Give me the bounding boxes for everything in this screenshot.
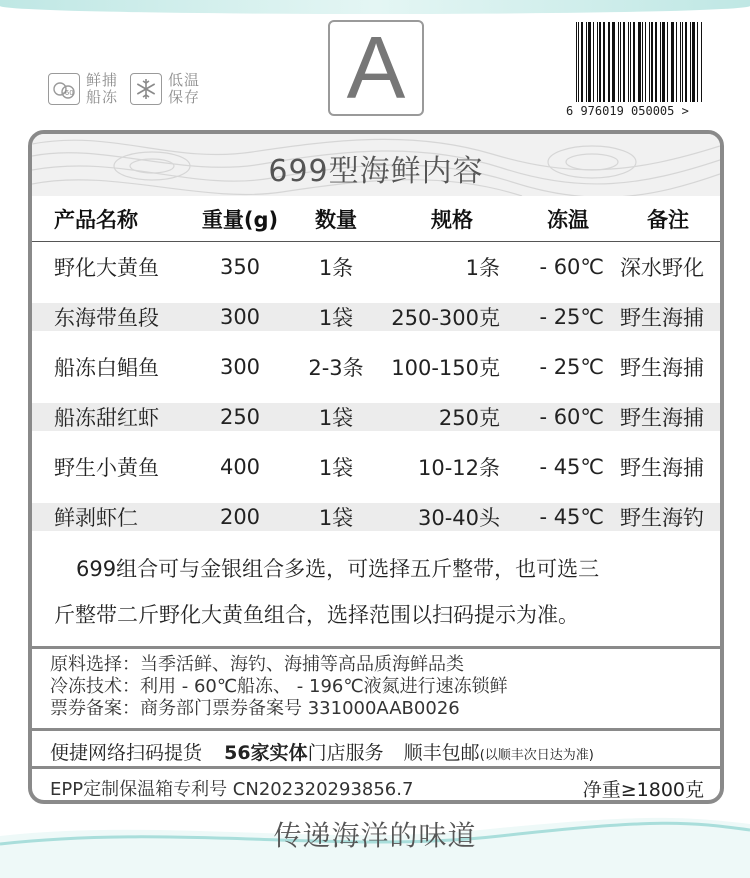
barcode-bar bbox=[655, 22, 657, 102]
barcode-bar bbox=[581, 22, 583, 102]
grade-letter: A bbox=[346, 18, 406, 117]
badge-line: 低温 bbox=[168, 71, 201, 89]
badge-icon-text: -60 bbox=[62, 89, 74, 97]
product-spec: 250-300克 bbox=[391, 306, 500, 330]
badge-line: 鲜捕 bbox=[86, 71, 119, 89]
barcode-bar bbox=[642, 22, 643, 102]
barcode-bar bbox=[630, 22, 631, 102]
product-note: 野生海捕 bbox=[620, 306, 704, 330]
barcode-bar bbox=[599, 22, 601, 102]
product-temp: - 25℃ bbox=[539, 355, 604, 379]
barcode-bar bbox=[588, 22, 591, 102]
product-weight: 250 bbox=[219, 405, 261, 429]
product-spec: 30-40头 bbox=[417, 506, 500, 530]
product-name: 鲜剥虾仁 bbox=[54, 506, 138, 530]
barcode-bar bbox=[612, 22, 615, 102]
badge-fresh-catch bbox=[48, 72, 118, 106]
table-row bbox=[32, 303, 720, 331]
barcode-bar bbox=[671, 22, 672, 102]
barcode-bar bbox=[618, 22, 619, 102]
product-temp: - 45℃ bbox=[539, 505, 604, 529]
product-qty: 1袋 bbox=[318, 506, 354, 530]
barcode-bar bbox=[662, 22, 665, 102]
product-name: 野化大黄鱼 bbox=[54, 256, 159, 280]
table-row bbox=[32, 442, 720, 492]
table-row bbox=[32, 503, 720, 531]
badge-low-temp bbox=[130, 72, 200, 106]
barcode-bar bbox=[628, 22, 629, 102]
product-spec: 100-150克 bbox=[391, 356, 500, 380]
product-qty: 1袋 bbox=[318, 306, 354, 330]
product-card bbox=[28, 130, 724, 804]
card-title: 699型海鲜内容 bbox=[268, 154, 484, 189]
table-row bbox=[32, 242, 720, 292]
shipping-free: 顺丰包邮 bbox=[403, 742, 480, 764]
section-divider bbox=[32, 646, 720, 649]
patent-line bbox=[50, 775, 710, 802]
product-note: 野生海捕 bbox=[620, 406, 704, 430]
product-temp: - 45℃ bbox=[539, 455, 604, 479]
barcode-bar bbox=[667, 22, 668, 102]
patent-number: EPP定制保温箱专利号 CN202320293856.7 bbox=[50, 779, 414, 800]
shipping-scan: 便捷网络扫码提货 bbox=[50, 742, 203, 764]
top-decorative-wave bbox=[0, 0, 750, 14]
barcode-bar bbox=[682, 22, 683, 102]
slogan: 传递海洋的味道 bbox=[273, 819, 477, 852]
barcode-bar bbox=[578, 22, 579, 102]
fishing-boat-icon bbox=[48, 73, 80, 105]
section-divider bbox=[32, 728, 720, 731]
barcode-bar bbox=[603, 22, 605, 102]
barcode-digits: 6 976019 050005 > bbox=[566, 104, 689, 118]
net-weight: 净重≥1800克 bbox=[582, 779, 704, 801]
table-row bbox=[32, 342, 720, 392]
product-note: 野生海捕 bbox=[620, 356, 704, 380]
section-divider bbox=[32, 766, 720, 769]
barcode-bar bbox=[701, 22, 702, 102]
column-header: 数量 bbox=[315, 207, 357, 232]
barcode-bar bbox=[623, 22, 625, 102]
product-note: 野生海钓 bbox=[620, 506, 704, 530]
product-qty: 1条 bbox=[318, 256, 354, 280]
product-qty: 1袋 bbox=[318, 456, 354, 480]
barcode-bar bbox=[620, 22, 621, 102]
barcode-bar bbox=[697, 22, 698, 102]
product-weight: 300 bbox=[219, 355, 261, 379]
combo-note-line: 699组合可与金银组合多选，可选择五斤整带，也可选三 bbox=[76, 557, 600, 581]
snowflake-icon bbox=[130, 73, 162, 105]
product-spec: 1条 bbox=[465, 256, 500, 280]
barcode-bars bbox=[576, 22, 704, 102]
product-temp: - 25℃ bbox=[539, 305, 604, 329]
shipping-store-service: 门店服务 bbox=[307, 742, 384, 764]
info-section bbox=[50, 654, 710, 720]
product-note: 野生海捕 bbox=[620, 456, 704, 480]
product-weight: 300 bbox=[219, 305, 261, 329]
barcode-bar bbox=[676, 22, 677, 102]
grade-box bbox=[328, 20, 424, 116]
barcode-bar bbox=[680, 22, 681, 102]
column-header: 重量(g) bbox=[201, 207, 279, 232]
barcode-bar bbox=[586, 22, 587, 102]
column-header: 规格 bbox=[431, 207, 473, 232]
shipping-stores-count: 56家实体 bbox=[224, 742, 308, 764]
barcode-bar bbox=[690, 22, 691, 102]
product-spec: 10-12条 bbox=[417, 456, 500, 480]
info-line: 票券备案：商务部门票券备案号 331000AAB0026 bbox=[50, 698, 460, 719]
combo-note bbox=[54, 546, 704, 638]
product-note: 深水野化 bbox=[620, 256, 704, 280]
info-line: 原料选择：当季活鲜、海钓、海捕等高品质海鲜品类 bbox=[50, 654, 464, 675]
barcode-bar bbox=[638, 22, 641, 102]
barcode-bar bbox=[651, 22, 653, 102]
product-temp: - 60℃ bbox=[539, 255, 604, 279]
product-name: 野生小黄鱼 bbox=[54, 456, 159, 480]
badge-line: 保存 bbox=[168, 88, 201, 106]
product-name: 船冻甜红虾 bbox=[54, 406, 159, 430]
barcode-bar bbox=[672, 22, 674, 102]
feature-badges bbox=[48, 72, 200, 106]
barcode-bar bbox=[576, 22, 577, 102]
product-qty: 2-3条 bbox=[308, 356, 364, 380]
product-qty: 1袋 bbox=[318, 406, 354, 430]
shipping-note: (以顺丰次日达为准) bbox=[479, 748, 594, 763]
product-temp: - 60℃ bbox=[539, 405, 604, 429]
info-line: 冷冻技术：利用 - 60℃船冻、 - 196℃液氮进行速冻锁鲜 bbox=[50, 676, 508, 697]
barcode-bar bbox=[597, 22, 598, 102]
barcode-bar bbox=[660, 22, 661, 102]
column-header: 冻温 bbox=[547, 207, 589, 232]
barcode-bar bbox=[685, 22, 687, 102]
barcode-bar bbox=[609, 22, 610, 102]
table-row bbox=[32, 403, 720, 431]
barcode-bar bbox=[608, 22, 609, 102]
barcode-bar bbox=[649, 22, 650, 102]
product-weight: 200 bbox=[219, 505, 261, 529]
product-table bbox=[32, 196, 720, 542]
barcode bbox=[566, 22, 716, 120]
shipping-line bbox=[50, 738, 720, 765]
barcode-bar bbox=[593, 22, 594, 102]
product-weight: 350 bbox=[219, 255, 261, 279]
barcode-bar bbox=[633, 22, 635, 102]
card-header bbox=[32, 134, 720, 196]
product-name: 东海带鱼段 bbox=[54, 306, 159, 330]
table-header bbox=[32, 196, 720, 242]
combo-note-line: 斤整带二斤野化大黄鱼组合，选择范围以扫码提示为准。 bbox=[54, 603, 579, 627]
barcode-bar bbox=[692, 22, 695, 102]
product-weight: 400 bbox=[219, 455, 261, 479]
product-spec: 250克 bbox=[438, 406, 500, 430]
column-header: 产品名称 bbox=[54, 207, 138, 232]
column-header: 备注 bbox=[647, 207, 689, 232]
badge-line: 船冻 bbox=[86, 88, 119, 106]
product-name: 船冻白鲳鱼 bbox=[54, 356, 159, 380]
barcode-bar bbox=[645, 22, 646, 102]
